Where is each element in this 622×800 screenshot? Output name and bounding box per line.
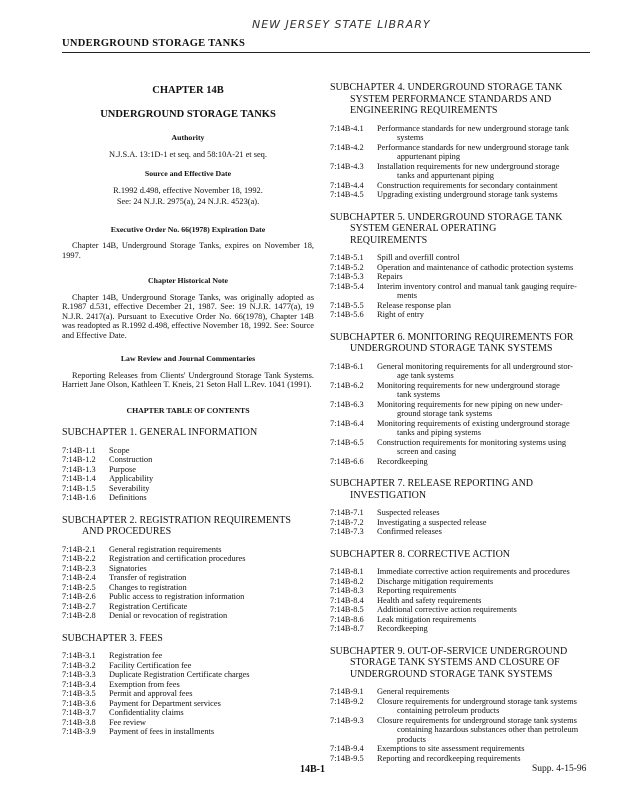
toc-entry[interactable] bbox=[330, 508, 590, 518]
subchapter-block bbox=[62, 633, 314, 737]
section-title: Interim inventory control and manual tank gauging require- ments bbox=[377, 281, 577, 300]
section-title: General monitoring requirements for all underground stor- age tank systems bbox=[377, 361, 573, 380]
subchapter-title bbox=[330, 332, 590, 355]
toc-entry[interactable] bbox=[330, 744, 590, 754]
section-number: 7:14B-4.3 bbox=[330, 161, 364, 171]
subchapter-title-line: SUBCHAPTER 7. RELEASE REPORTING AND bbox=[330, 478, 534, 489]
section-number: 7:14B-8.7 bbox=[330, 624, 364, 633]
chapter-number: CHAPTER 14B bbox=[152, 85, 224, 96]
section-number: 7:14B-3.9 bbox=[62, 727, 96, 736]
section-title: Closure requirements for underground storage tank systems containing petroleum products bbox=[377, 696, 577, 715]
section-number: 7:14B-2.1 bbox=[62, 544, 96, 554]
section-title: Operation and maintenance of cathodic protection systems bbox=[377, 262, 574, 272]
subchapter-title-line: SUBCHAPTER 1. GENERAL INFORMATION bbox=[62, 427, 258, 438]
left-column bbox=[62, 82, 314, 737]
toc-entry[interactable] bbox=[330, 263, 590, 273]
section-title: Monitoring requirements for new piping on new under- ground storage tank systems bbox=[377, 399, 563, 418]
toc-entry[interactable] bbox=[62, 545, 314, 555]
section-number: 7:14B-2.3 bbox=[62, 563, 96, 573]
section-number: 7:14B-3.5 bbox=[62, 689, 96, 698]
toc-entry[interactable] bbox=[330, 301, 590, 311]
authority-text: N.J.S.A. 13:1D-1 et seq. and 58:10A-21 et seq. bbox=[109, 149, 267, 159]
subchapter-title-line: AND PROCEDURES bbox=[82, 526, 172, 537]
section-number: 7:14B-5.1 bbox=[330, 253, 364, 262]
section-title: Monitoring requirements for new underground storage tank systems bbox=[377, 380, 560, 399]
section-title: Transfer of registration bbox=[109, 573, 187, 582]
section-number: 7:14B-6.3 bbox=[330, 399, 364, 409]
section-number: 7:14B-9.1 bbox=[330, 687, 364, 696]
subchapter-block bbox=[330, 646, 590, 764]
toc-entry[interactable] bbox=[330, 362, 590, 381]
section-number: 7:14B-7.3 bbox=[330, 527, 364, 536]
toc-entry[interactable] bbox=[330, 381, 590, 400]
toc-entry[interactable] bbox=[330, 687, 590, 697]
section-title: General requirements bbox=[377, 687, 450, 696]
section-title: Payment for Department services bbox=[109, 698, 221, 708]
toc-entry[interactable] bbox=[62, 718, 314, 728]
section-title: Exemption from fees bbox=[109, 679, 180, 689]
section-number: 7:14B-2.8 bbox=[62, 611, 96, 620]
toc-entry[interactable] bbox=[62, 611, 314, 621]
toc-entry[interactable] bbox=[330, 181, 590, 191]
subchapter-title bbox=[62, 633, 314, 645]
subchapter-title bbox=[330, 549, 590, 561]
toc-entry[interactable] bbox=[330, 419, 590, 438]
subchapter-title-line: SUBCHAPTER 9. OUT-OF-SERVICE UNDERGROUND bbox=[330, 645, 568, 657]
toc-entry[interactable] bbox=[330, 124, 590, 143]
section-number: 7:14B-8.2 bbox=[330, 576, 364, 586]
section-number: 7:14B-5.3 bbox=[330, 272, 364, 281]
section-number: 7:14B-7.1 bbox=[330, 508, 364, 517]
subchapter-title bbox=[330, 646, 590, 681]
subchapter-title-line: STORAGE TANK SYSTEMS AND CLOSURE OF bbox=[350, 657, 560, 668]
toc-entry[interactable] bbox=[62, 592, 314, 602]
toc-entry[interactable] bbox=[330, 162, 590, 181]
section-number: 7:14B-8.1 bbox=[330, 567, 364, 576]
source-line-2: See: 24 N.J.R. 2975(a), 24 N.J.R. 4523(a). bbox=[116, 197, 260, 206]
header-rule bbox=[62, 52, 590, 53]
section-title: Spill and overfill control bbox=[377, 253, 460, 262]
toc-entry[interactable] bbox=[330, 457, 590, 467]
section-number: 7:14B-2.5 bbox=[62, 582, 96, 592]
section-title: Fee review bbox=[109, 717, 146, 727]
subchapter-block bbox=[330, 82, 590, 200]
chapter-name: UNDERGROUND STORAGE TANKS bbox=[100, 108, 276, 120]
section-number: 7:14B-8.3 bbox=[330, 586, 364, 595]
toc-entry[interactable] bbox=[330, 754, 590, 764]
section-title: Leak mitigation requirements bbox=[377, 614, 477, 624]
section-number: 7:14B-6.4 bbox=[330, 418, 364, 428]
section-number: 7:14B-3.1 bbox=[62, 651, 96, 660]
section-number: 7:14B-5.4 bbox=[330, 281, 364, 291]
subchapter-title-line: UNDERGROUND STORAGE TANK SYSTEMS bbox=[350, 343, 553, 354]
subchapter-title-line: SUBCHAPTER 5. UNDERGROUND STORAGE TANK bbox=[330, 211, 563, 223]
toc-entry[interactable] bbox=[62, 651, 314, 661]
toc-entry[interactable] bbox=[330, 716, 590, 745]
section-number: 7:14B-4.2 bbox=[330, 142, 364, 152]
toc-entry[interactable] bbox=[62, 708, 314, 718]
section-title: Recordkeeping bbox=[377, 624, 428, 633]
subchapter-title-line: SUBCHAPTER 8. CORRECTIVE ACTION bbox=[330, 548, 511, 560]
toc-entry[interactable] bbox=[330, 527, 590, 537]
section-number: 7:14B-3.2 bbox=[62, 660, 96, 670]
toc-heading: CHAPTER TABLE OF CONTENTS bbox=[126, 405, 250, 415]
section-title: Additional corrective action requirements bbox=[377, 605, 517, 614]
section-number: 7:14B-3.3 bbox=[62, 670, 96, 679]
toc-entry[interactable] bbox=[62, 699, 314, 709]
right-column bbox=[330, 82, 590, 763]
section-number: 7:14B-6.2 bbox=[330, 380, 364, 390]
toc-entry[interactable] bbox=[62, 727, 314, 737]
history-text: Chapter 14B, Underground Storage Tanks, was originally adopted as R.1987 d.531, effective December 21, 1987. See: 19 N.J.R. 1477(a), 19 N.J.R. 2417(a). Pursuant to Executive Order No. 66(1978), Chapter 14B was readopted as R.1992 d.498, effective November 18, 1992. See: Source and Effective Date. bbox=[62, 292, 314, 340]
law-review-heading: Law Review and Journal Commentaries bbox=[120, 354, 256, 363]
toc-entry[interactable] bbox=[330, 577, 590, 587]
section-number: 7:14B-9.5 bbox=[330, 753, 364, 763]
section-title: Suspected releases bbox=[377, 508, 440, 517]
subchapter-title-line: SUBCHAPTER 4. UNDERGROUND STORAGE TANK bbox=[330, 82, 563, 93]
toc-entry[interactable] bbox=[62, 554, 314, 564]
section-number: 7:14B-9.4 bbox=[330, 744, 364, 753]
section-title: Confidentiality claims bbox=[109, 708, 184, 717]
toc-entry[interactable] bbox=[330, 310, 590, 320]
section-title: Duplicate Registration Certificate charges bbox=[109, 670, 250, 679]
section-number: 7:14B-1.6 bbox=[62, 493, 96, 502]
section-number: 7:14B-3.8 bbox=[62, 717, 96, 727]
subchapter-title-line: ENGINEERING REQUIREMENTS bbox=[350, 105, 498, 116]
toc-entry[interactable] bbox=[330, 282, 590, 301]
exec-order-text: Chapter 14B, Underground Storage Tanks, expires on November 18, 1997. bbox=[62, 241, 314, 260]
subchapter-title-line: SUBCHAPTER 2. REGISTRATION REQUIREMENTS bbox=[62, 514, 291, 526]
toc-entry[interactable] bbox=[62, 455, 314, 465]
section-title: Facility Certification fee bbox=[109, 660, 192, 670]
section-number: 7:14B-7.2 bbox=[330, 517, 364, 527]
section-title: Immediate corrective action requirements and procedures bbox=[377, 567, 570, 576]
section-title: Closure requirements for underground storage tank systems containing hazardous substances other than petroleum products bbox=[377, 715, 579, 744]
section-number: 7:14B-1.2 bbox=[62, 455, 96, 464]
toc-entry[interactable] bbox=[62, 680, 314, 690]
toc-entry[interactable] bbox=[62, 661, 314, 671]
section-title: Registration and certification procedures bbox=[109, 554, 246, 563]
subchapter-title-line: REQUIREMENTS bbox=[350, 234, 428, 246]
section-number: 7:14B-8.5 bbox=[330, 605, 364, 614]
section-title: Release response plan bbox=[377, 300, 451, 310]
section-title: Denial or revocation of registration bbox=[109, 611, 228, 620]
section-title: Monitoring requirements of existing underground storage tanks and piping systems bbox=[377, 418, 570, 437]
subchapter-title bbox=[330, 82, 590, 117]
subchapter-title-line: UNDERGROUND STORAGE TANK SYSTEMS bbox=[350, 668, 553, 680]
section-number: 7:14B-1.5 bbox=[62, 483, 96, 493]
page-number: 14B-1 bbox=[300, 764, 325, 775]
toc-entry[interactable] bbox=[62, 564, 314, 574]
toc-entry[interactable] bbox=[330, 605, 590, 615]
library-stamp: NEW JERSEY STATE LIBRARY bbox=[252, 18, 431, 31]
toc-entry[interactable] bbox=[330, 400, 590, 419]
section-title: Registration Certificate bbox=[109, 601, 188, 611]
toc-entry[interactable] bbox=[62, 465, 314, 475]
toc-entry[interactable] bbox=[62, 493, 314, 503]
section-title: Reporting requirements bbox=[377, 586, 457, 595]
section-title: Investigating a suspected release bbox=[377, 517, 487, 527]
toc-entry[interactable] bbox=[62, 446, 314, 456]
section-number: 7:14B-4.5 bbox=[330, 190, 364, 199]
section-title: Public access to registration information bbox=[109, 592, 245, 601]
subchapter-block bbox=[330, 332, 590, 467]
subchapter-title bbox=[62, 515, 314, 538]
section-number: 7:14B-2.6 bbox=[62, 592, 96, 601]
toc-entry[interactable] bbox=[330, 697, 590, 716]
law-review-text: Reporting Releases from Clients' Underground Storage Tank Systems. Harriett Jane Olson, Kathleen T. Kneis, 21 Seton Hall L.Rev. 1041 (1991). bbox=[62, 370, 314, 389]
section-title: Recordkeeping bbox=[377, 456, 428, 466]
subchapter-title-line: SUBCHAPTER 3. FEES bbox=[62, 632, 163, 644]
section-number: 7:14B-6.5 bbox=[330, 437, 364, 447]
section-title: Purpose bbox=[109, 464, 136, 474]
section-number: 7:14B-2.7 bbox=[62, 601, 96, 611]
section-number: 7:14B-6.6 bbox=[330, 456, 364, 466]
section-title: Definitions bbox=[109, 493, 147, 502]
section-number: 7:14B-9.2 bbox=[330, 696, 364, 706]
toc-entry[interactable] bbox=[330, 438, 590, 457]
section-title: Reporting and recordkeeping requirements bbox=[377, 753, 521, 763]
history-heading: Chapter Historical Note bbox=[148, 276, 228, 285]
section-number: 7:14B-5.2 bbox=[330, 262, 364, 272]
toc-left bbox=[62, 427, 314, 737]
toc-entry[interactable] bbox=[330, 272, 590, 282]
section-number: 7:14B-9.3 bbox=[330, 715, 364, 725]
subchapter-title-line: INVESTIGATION bbox=[350, 489, 427, 501]
section-title: Performance standards for new underground storage tank systems bbox=[377, 123, 569, 142]
section-title: General registration requirements bbox=[109, 544, 222, 554]
exec-order-heading: Executive Order No. 66(1978) Expiration Date bbox=[110, 224, 266, 234]
subchapter-title bbox=[62, 427, 314, 439]
section-number: 7:14B-4.1 bbox=[330, 123, 364, 133]
toc-entry[interactable] bbox=[330, 567, 590, 577]
toc-entry[interactable] bbox=[62, 583, 314, 593]
subchapter-block bbox=[330, 478, 590, 537]
section-number: 7:14B-5.5 bbox=[330, 300, 364, 310]
section-title: Discharge mitigation requirements bbox=[377, 576, 494, 586]
running-title: UNDERGROUND STORAGE TANKS bbox=[62, 38, 246, 49]
subchapter-block bbox=[62, 427, 314, 503]
section-title: Applicability bbox=[109, 474, 154, 483]
subchapter-title bbox=[330, 212, 590, 247]
subchapter-block bbox=[330, 212, 590, 320]
toc-entry[interactable] bbox=[330, 253, 590, 263]
section-number: 7:14B-3.4 bbox=[62, 679, 96, 689]
section-number: 7:14B-1.3 bbox=[62, 464, 96, 474]
section-title: Health and safety requirements bbox=[377, 595, 482, 605]
section-title: Construction requirements for secondary containment bbox=[377, 180, 558, 190]
section-number: 7:14B-8.4 bbox=[330, 595, 364, 605]
subchapter-title bbox=[330, 478, 590, 501]
toc-entry[interactable] bbox=[330, 190, 590, 200]
section-number: 7:14B-1.1 bbox=[62, 445, 96, 455]
toc-entry[interactable] bbox=[62, 670, 314, 680]
subchapter-title-line: SYSTEM GENERAL OPERATING bbox=[350, 223, 497, 234]
section-title: Registration fee bbox=[109, 651, 163, 660]
section-title: Upgrading existing underground storage tank systems bbox=[377, 190, 558, 199]
toc-entry[interactable] bbox=[330, 615, 590, 625]
section-number: 7:14B-3.6 bbox=[62, 698, 96, 708]
toc-entry[interactable] bbox=[62, 474, 314, 484]
toc-entry[interactable] bbox=[62, 573, 314, 583]
section-title: Scope bbox=[109, 445, 130, 455]
section-title: Signatories bbox=[109, 563, 147, 573]
section-title: Construction requirements for monitoring systems using screen and casing bbox=[377, 437, 567, 456]
section-title: Construction bbox=[109, 455, 153, 464]
section-title: Performance standards for new underground storage tank appurtenant piping bbox=[377, 142, 569, 161]
toc-entry[interactable] bbox=[330, 586, 590, 596]
section-number: 7:14B-2.4 bbox=[62, 573, 96, 582]
toc-right bbox=[330, 82, 590, 763]
section-number: 7:14B-6.1 bbox=[330, 361, 364, 371]
toc-entry[interactable] bbox=[62, 689, 314, 699]
section-title: Changes to registration bbox=[109, 582, 187, 592]
section-title: Confirmed releases bbox=[377, 527, 442, 536]
toc-entry[interactable] bbox=[330, 624, 590, 634]
section-number: 7:14B-1.4 bbox=[62, 474, 96, 483]
toc-entry[interactable] bbox=[330, 143, 590, 162]
subchapter-title-line: SYSTEM PERFORMANCE STANDARDS AND bbox=[350, 93, 552, 105]
source-line-1: R.1992 d.498, effective November 18, 1992. bbox=[113, 185, 263, 195]
section-title: Severability bbox=[109, 483, 150, 493]
section-number: 7:14B-2.2 bbox=[62, 554, 96, 563]
section-title: Right of entry bbox=[377, 310, 424, 319]
section-number: 7:14B-5.6 bbox=[330, 310, 364, 319]
authority-heading: Authority bbox=[171, 133, 205, 142]
toc-entry[interactable] bbox=[330, 596, 590, 606]
toc-entry[interactable] bbox=[62, 602, 314, 612]
subchapter-block bbox=[62, 515, 314, 621]
section-title: Repairs bbox=[377, 272, 403, 281]
section-number: 7:14B-3.7 bbox=[62, 708, 96, 717]
section-title: Payment of fees in installments bbox=[109, 727, 215, 736]
section-number: 7:14B-4.4 bbox=[330, 180, 364, 190]
subchapter-block bbox=[330, 549, 590, 634]
subchapter-title-line: SUBCHAPTER 6. MONITORING REQUIREMENTS FOR bbox=[330, 331, 574, 343]
toc-entry[interactable] bbox=[330, 518, 590, 528]
section-title: Permit and approval fees bbox=[109, 689, 193, 698]
section-title: Installation requirements for new underground storage tanks and appurtenant piping bbox=[377, 161, 560, 180]
section-title: Exemptions to site assessment requirements bbox=[377, 744, 525, 753]
source-heading: Source and Effective Date bbox=[144, 169, 232, 178]
supplement-date: Supp. 4-15-96 bbox=[532, 764, 587, 774]
toc-entry[interactable] bbox=[62, 484, 314, 494]
section-number: 7:14B-8.6 bbox=[330, 614, 364, 624]
